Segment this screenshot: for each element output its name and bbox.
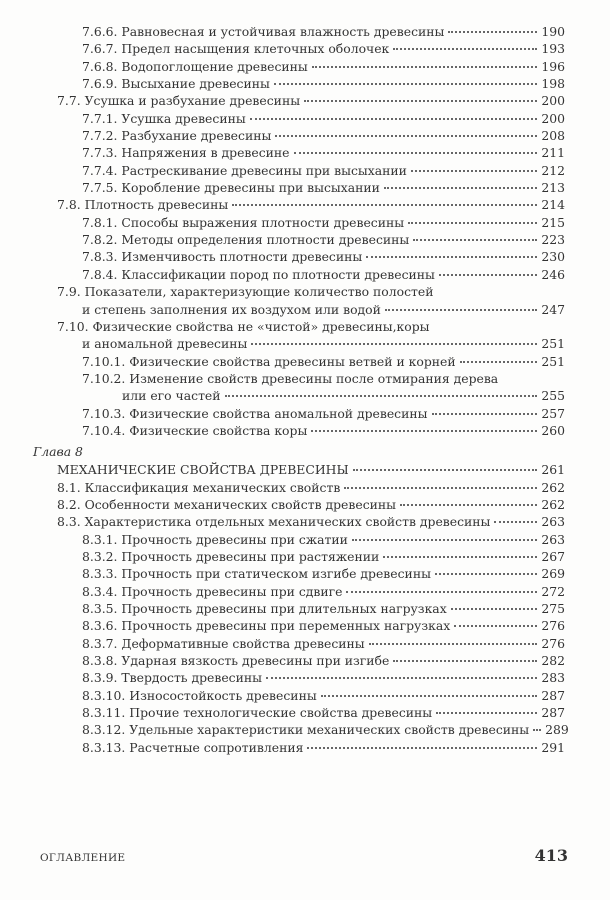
toc-entry-title: 7.8.3. Изменчивость плотности древесины — [82, 249, 363, 265]
toc-entry-title: 7.6.6. Равновесная и устойчивая влажность древесины — [82, 24, 445, 39]
dot-leader — [436, 712, 537, 714]
dot-leader — [494, 521, 537, 523]
toc-entry — [0, 92, 610, 109]
dot-leader — [393, 48, 537, 50]
toc-entry-title: 7.8. Плотность древесины — [57, 197, 229, 213]
dot-leader — [454, 625, 537, 627]
toc-entry-page: 275 — [541, 601, 565, 616]
dot-leader — [366, 256, 537, 258]
dot-leader — [294, 152, 538, 154]
toc-entry-page: 262 — [541, 496, 565, 512]
toc-entry — [0, 58, 610, 75]
toc-entry-page: 282 — [541, 653, 565, 669]
toc-entry-page: 263 — [541, 514, 565, 530]
dot-leader — [311, 430, 537, 432]
toc-entry-title: 7.8.2. Методы определения плотности древесины — [82, 232, 410, 248]
toc-entry-page: 215 — [541, 214, 565, 230]
toc-entry — [0, 600, 610, 617]
toc-entry — [0, 196, 610, 213]
page-footer — [40, 846, 568, 870]
toc-entry-title: 7.10.1. Физические свойства древесины ветвей и корней — [82, 353, 456, 369]
dot-leader — [312, 66, 538, 68]
toc-entry-title: 8.3.6. Прочность древесины при переменных нагрузках — [82, 618, 451, 634]
toc-entry-page: 200 — [541, 93, 565, 109]
toc-entry — [0, 214, 610, 231]
toc-entry-page: 211 — [541, 145, 565, 161]
toc-entry-title: 8.3.4. Прочность древесины при сдвиге — [82, 583, 343, 599]
toc-entry — [0, 353, 610, 370]
toc-entry — [0, 405, 610, 422]
toc-entry-page: 276 — [541, 618, 565, 634]
dot-leader — [307, 747, 537, 749]
toc-entry — [0, 283, 610, 300]
toc-entry-title: 7.7.1. Усушка древесины — [82, 110, 246, 126]
toc-entry — [0, 479, 610, 496]
toc-entry-title: 8.3. Характеристика отдельных механических свойств древесины — [57, 514, 491, 530]
toc-entry-title: 7.7. Усушка и разбухание древесины — [57, 93, 301, 109]
toc-entry-title: или его частей — [122, 388, 221, 404]
dot-leader — [439, 274, 537, 276]
toc-entry-page: 283 — [541, 670, 565, 686]
toc-entry — [0, 23, 610, 40]
toc-entry-title: 7.7.4. Растрескивание древесины при высыхании — [82, 162, 407, 178]
dot-leader — [304, 100, 537, 102]
dot-leader — [448, 31, 537, 33]
toc-entry-title: 8.3.10. Износостойкость древесины — [82, 687, 317, 703]
toc-entry — [0, 583, 610, 600]
toc-entry — [0, 687, 610, 704]
toc-entry-page: 289 — [545, 722, 569, 738]
toc-entry-page: 255 — [541, 388, 565, 404]
toc-entry-title: 7.6.9. Высыхание древесины — [82, 76, 270, 92]
toc-entry — [0, 335, 610, 352]
dot-leader — [432, 413, 538, 415]
toc-entry-page: 200 — [541, 110, 565, 126]
toc-entry-title: 8.3.8. Ударная вязкость древесины при изгибе — [82, 653, 390, 669]
toc-entry-title: 7.10.2. Изменение свойств древесины после отмирания дерева — [82, 370, 499, 386]
toc-entry-page: 262 — [541, 479, 565, 495]
toc-entry-title: 8.1. Классификация механических свойств — [57, 479, 341, 495]
toc-entry — [0, 669, 610, 686]
toc-entry-title: 8.3.3. Прочность при статическом изгибе древесины — [82, 566, 431, 582]
toc-entry-title: 8.3.2. Прочность древесины при растяжении — [82, 548, 380, 564]
toc-entry-title: 8.3.9. Твердость древесины — [82, 670, 262, 686]
toc-entry-page: 213 — [541, 180, 565, 196]
toc-entry-title: 7.8.4. Классификации пород по плотности древесины — [82, 266, 435, 282]
dot-leader — [250, 118, 538, 120]
toc-entry-title: 8.2. Особенности механических свойств древесины — [57, 496, 397, 512]
toc-entry — [0, 370, 610, 387]
dot-leader — [408, 222, 537, 224]
toc-entry — [0, 75, 610, 92]
toc-entry — [0, 231, 610, 248]
toc-entry-title: 7.7.5. Коробление древесины при высыхании — [82, 180, 380, 196]
toc-entry-page: 214 — [541, 197, 565, 213]
toc-entry-title: 7.8.1. Способы выражения плотности древесины — [82, 214, 405, 230]
dot-leader — [274, 83, 537, 85]
toc-entry — [0, 652, 610, 669]
dot-leader — [251, 343, 537, 345]
toc-entry-page: 196 — [541, 58, 565, 74]
toc-entry-page: 198 — [541, 76, 565, 92]
toc-entry — [0, 318, 610, 335]
toc-entry — [0, 496, 610, 513]
toc-entry-page: 287 — [541, 687, 565, 703]
toc-entry-title: 7.7.3. Напряжения в древесине — [82, 145, 290, 161]
toc-entry — [0, 422, 610, 439]
toc-entry — [0, 40, 610, 57]
toc-entry-page: 263 — [541, 531, 565, 547]
toc-entry — [0, 266, 610, 283]
toc-entry-page: 261 — [541, 462, 565, 478]
toc-entry — [0, 110, 610, 127]
toc-entry — [0, 704, 610, 721]
toc-entry-title: и аномальной древесины — [82, 336, 248, 352]
toc-entry-page: 287 — [541, 705, 565, 721]
toc-entry-page: 251 — [541, 336, 565, 352]
toc-entry — [0, 739, 610, 756]
toc-entry — [0, 301, 610, 318]
chapter-8-entries — [0, 461, 610, 756]
dot-leader — [413, 239, 537, 241]
dot-leader — [225, 395, 538, 397]
toc-entry-page: 272 — [541, 583, 565, 599]
toc-entry-page: 257 — [541, 405, 565, 421]
dot-leader — [533, 729, 541, 731]
toc-entry — [0, 721, 610, 738]
toc-entry-title: 8.3.7. Деформативные свойства древесины — [82, 635, 365, 651]
toc-entry-page: 260 — [541, 422, 565, 438]
dot-leader — [411, 170, 537, 172]
chapter-7-entries — [0, 23, 610, 439]
toc-entry — [0, 179, 610, 196]
dot-leader — [321, 695, 538, 697]
toc-entry-title: 8.3.5. Прочность древесины при длительных нагрузках — [82, 601, 447, 616]
toc-entry-page: 193 — [541, 41, 565, 57]
dot-leader — [275, 135, 537, 137]
toc-entry-title: 7.10.4. Физические свойства коры — [82, 422, 308, 438]
toc-entry — [0, 635, 610, 652]
dot-leader — [369, 643, 538, 645]
page-number: 413 — [534, 846, 568, 865]
toc-entry — [0, 461, 610, 478]
toc-entry-title: 8.3.1. Прочность древесины при сжатии — [82, 531, 348, 547]
toc-entry-page: 269 — [541, 566, 565, 582]
toc-entry-page: 247 — [541, 301, 565, 317]
dot-leader — [385, 309, 537, 311]
toc-entry-title: 7.6.7. Предел насыщения клеточных оболочек — [82, 41, 390, 57]
dot-leader — [384, 187, 537, 189]
toc-entry-page: 230 — [541, 249, 565, 265]
toc-entry-page: 208 — [541, 128, 565, 144]
toc-entry-page: 212 — [541, 162, 565, 178]
toc-entry — [0, 127, 610, 144]
toc-entry-page: 246 — [541, 266, 565, 282]
toc-entry-title: МЕХАНИЧЕСКИЕ СВОЙСТВА ДРЕВЕСИНЫ — [57, 462, 349, 478]
toc-entry-page: 251 — [541, 353, 565, 369]
toc-entry-page: 223 — [541, 232, 565, 248]
dot-leader — [353, 469, 538, 471]
chapter-8-label: Глава 8 — [33, 444, 83, 460]
toc-entry — [0, 565, 610, 582]
toc-entry-page: 190 — [541, 24, 565, 39]
dot-leader — [232, 204, 537, 206]
toc-entry-title: 8.3.13. Расчетные сопротивления — [82, 739, 304, 755]
toc-entry-title: и степень заполнения их воздухом или водой — [82, 301, 381, 317]
toc-entry-title: 7.9. Показатели, характеризующие количество полостей — [57, 284, 434, 300]
dot-leader — [435, 573, 537, 575]
dot-leader — [451, 608, 538, 610]
chapter-heading — [0, 439, 610, 461]
toc-entry-page: 276 — [541, 635, 565, 651]
dot-leader — [400, 504, 537, 506]
toc-entry — [0, 387, 610, 404]
toc-entry-title: 8.3.12. Удельные характеристики механических свойств древесины — [82, 722, 530, 738]
toc-entry-title: 7.10.3. Физические свойства аномальной древесины — [82, 405, 428, 421]
toc-entry — [0, 617, 610, 634]
toc-entry — [0, 162, 610, 179]
dot-leader — [460, 361, 538, 363]
toc-entry-title: 7.7.2. Разбухание древесины — [82, 128, 272, 144]
dot-leader — [383, 556, 537, 558]
toc-entry-title: 7.6.8. Водопоглощение древесины — [82, 58, 308, 74]
dot-leader — [393, 660, 537, 662]
dot-leader — [344, 487, 537, 489]
dot-leader — [346, 591, 537, 593]
toc-entry — [0, 248, 610, 265]
toc-entry — [0, 531, 610, 548]
toc-entry-page: 291 — [541, 739, 565, 755]
dot-leader — [352, 539, 537, 541]
toc-entry — [0, 513, 610, 530]
toc-entry-title: 7.10. Физические свойства не «чистой» древесины,коры — [57, 318, 430, 334]
toc-entry-title: 8.3.11. Прочие технологические свойства древесины — [82, 705, 433, 721]
table-of-contents — [0, 23, 610, 756]
toc-entry — [0, 548, 610, 565]
toc-entry — [0, 144, 610, 161]
toc-entry-page: 267 — [541, 548, 565, 564]
dot-leader — [266, 677, 537, 679]
running-head: ОГЛАВЛЕНИЕ — [40, 852, 126, 864]
